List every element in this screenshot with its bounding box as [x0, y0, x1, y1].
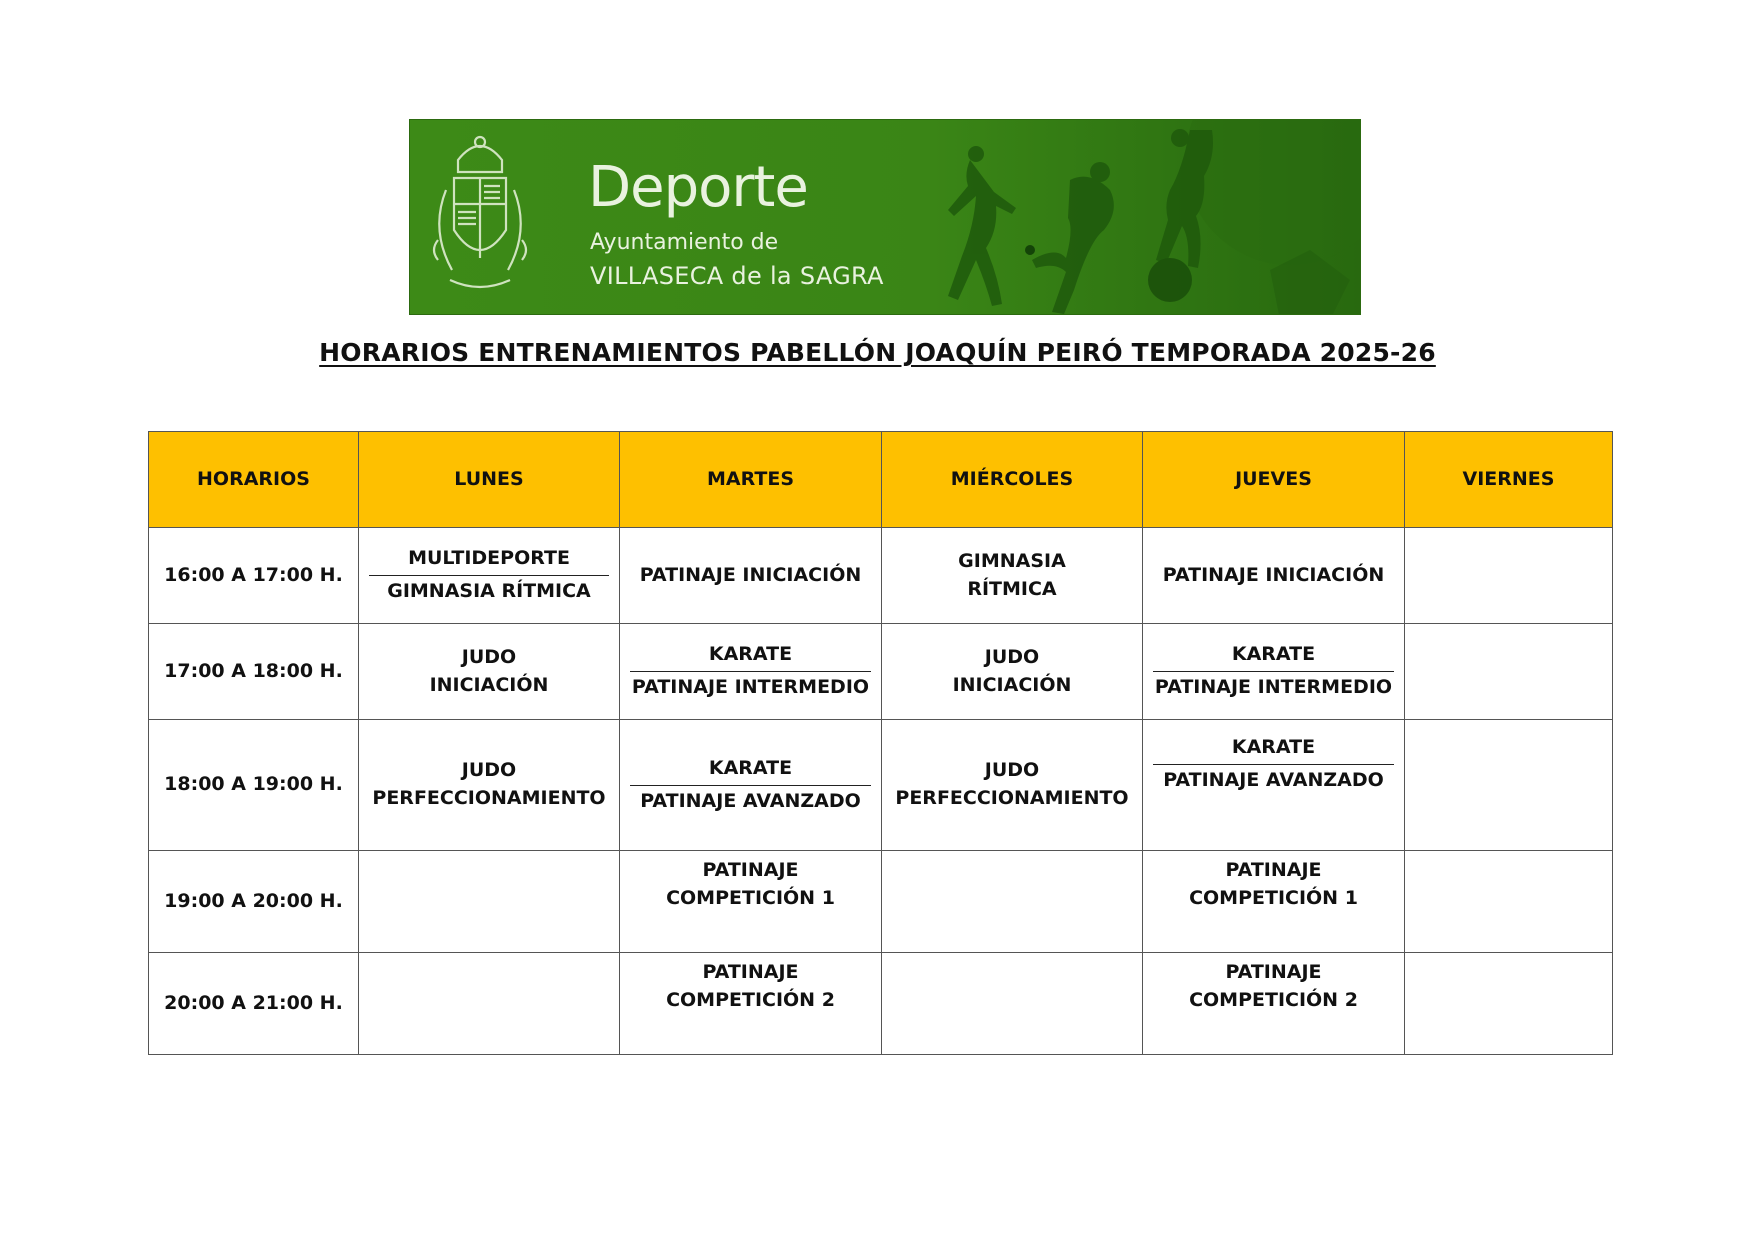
martes-cell — [620, 953, 882, 1055]
activity-line1: JUDO — [984, 759, 1040, 782]
miercoles-cell — [882, 953, 1143, 1055]
jueves-cell — [1143, 953, 1405, 1055]
activity-top: KARATE — [630, 641, 870, 672]
jueves-cell — [1143, 851, 1405, 953]
table-row — [149, 953, 1613, 1055]
activity-bottom: PATINAJE AVANZADO — [1163, 768, 1384, 791]
schedule-table — [148, 431, 1613, 1055]
miercoles-cell — [882, 851, 1143, 953]
table-row — [149, 528, 1613, 624]
viernes-cell — [1405, 624, 1613, 720]
header-banner — [409, 119, 1361, 315]
activity-top: MULTIDEPORTE — [369, 545, 608, 576]
martes-cell: PATINAJE INICIACIÓN — [620, 528, 882, 624]
brand-title: Deporte — [588, 155, 808, 220]
martes-cell — [620, 624, 882, 720]
table-header-row — [149, 432, 1613, 528]
lunes-cell — [359, 624, 620, 720]
athletes-icon — [948, 120, 1360, 314]
activity-line2: INICIACIÓN — [429, 673, 549, 696]
coat-of-arms-icon — [434, 137, 526, 287]
viernes-cell — [1405, 720, 1613, 851]
brand-subtitle-line2: VILLASECA de la SAGRA — [590, 262, 884, 290]
header-horarios: HORARIOS — [149, 432, 359, 528]
time-cell: 17:00 A 18:00 H. — [149, 624, 359, 720]
brand-subtitle-line1: Ayuntamiento de — [590, 230, 779, 255]
activity-line2: RÍTMICA — [967, 577, 1057, 600]
jueves-cell — [1143, 720, 1405, 851]
time-cell: 16:00 A 17:00 H. — [149, 528, 359, 624]
activity-top: KARATE — [630, 755, 870, 786]
time-cell: 19:00 A 20:00 H. — [149, 851, 359, 953]
activity-line1: JUDO — [984, 645, 1040, 668]
lunes-cell — [359, 851, 620, 953]
table-row — [149, 720, 1613, 851]
banner-artwork — [410, 120, 1360, 314]
martes-cell — [620, 720, 882, 851]
table-row — [149, 851, 1613, 953]
activity-line1: PATINAJE — [702, 859, 799, 881]
header-viernes: VIERNES — [1405, 432, 1613, 528]
martes-cell — [620, 851, 882, 953]
lunes-cell — [359, 528, 620, 624]
activity-bottom: PATINAJE INTERMEDIO — [1154, 676, 1393, 698]
activity-line1: GIMNASIA — [958, 549, 1066, 572]
viernes-cell — [1405, 851, 1613, 953]
time-cell: 18:00 A 19:00 H. — [149, 720, 359, 851]
header-jueves: JUEVES — [1143, 432, 1405, 528]
activity-line1: PATINAJE — [702, 961, 799, 983]
jueves-cell — [1143, 624, 1405, 720]
activity-bottom: PATINAJE INTERMEDIO — [631, 676, 870, 698]
header-miercoles: MIÉRCOLES — [882, 432, 1143, 528]
activity-line2: COMPETICIÓN 1 — [666, 886, 835, 909]
time-cell: 20:00 A 21:00 H. — [149, 953, 359, 1055]
activity-line2: INICIACIÓN — [952, 673, 1072, 696]
miercoles-cell — [882, 720, 1143, 851]
lunes-cell — [359, 720, 620, 851]
activity-bottom: GIMNASIA RÍTMICA — [387, 580, 591, 602]
miercoles-cell — [882, 624, 1143, 720]
viernes-cell — [1405, 528, 1613, 624]
table-row — [149, 624, 1613, 720]
activity-line2: COMPETICIÓN 2 — [1189, 988, 1358, 1011]
activity-line2: PERFECCIONAMIENTO — [895, 787, 1129, 809]
header-martes: MARTES — [620, 432, 882, 528]
header-lunes: LUNES — [359, 432, 620, 528]
activity-line1: JUDO — [461, 759, 517, 782]
activity-line1: PATINAJE — [1225, 961, 1322, 983]
activity-line2: PERFECCIONAMIENTO — [372, 787, 606, 809]
activity-top: KARATE — [1153, 734, 1393, 765]
activity-line1: PATINAJE — [1225, 859, 1322, 881]
activity-line2: COMPETICIÓN 2 — [666, 988, 835, 1011]
activity-line1: JUDO — [461, 645, 517, 668]
activity-line2: COMPETICIÓN 1 — [1189, 886, 1358, 909]
activity-bottom: PATINAJE AVANZADO — [640, 789, 861, 812]
miercoles-cell — [882, 528, 1143, 624]
viernes-cell — [1405, 953, 1613, 1055]
activity-top: KARATE — [1153, 641, 1393, 672]
lunes-cell — [359, 953, 620, 1055]
page-title: HORARIOS ENTRENAMIENTOS PABELLÓN JOAQUÍN PEIRÓ TEMPORADA 2025-26 — [319, 338, 1436, 367]
jueves-cell: PATINAJE INICIACIÓN — [1143, 528, 1405, 624]
